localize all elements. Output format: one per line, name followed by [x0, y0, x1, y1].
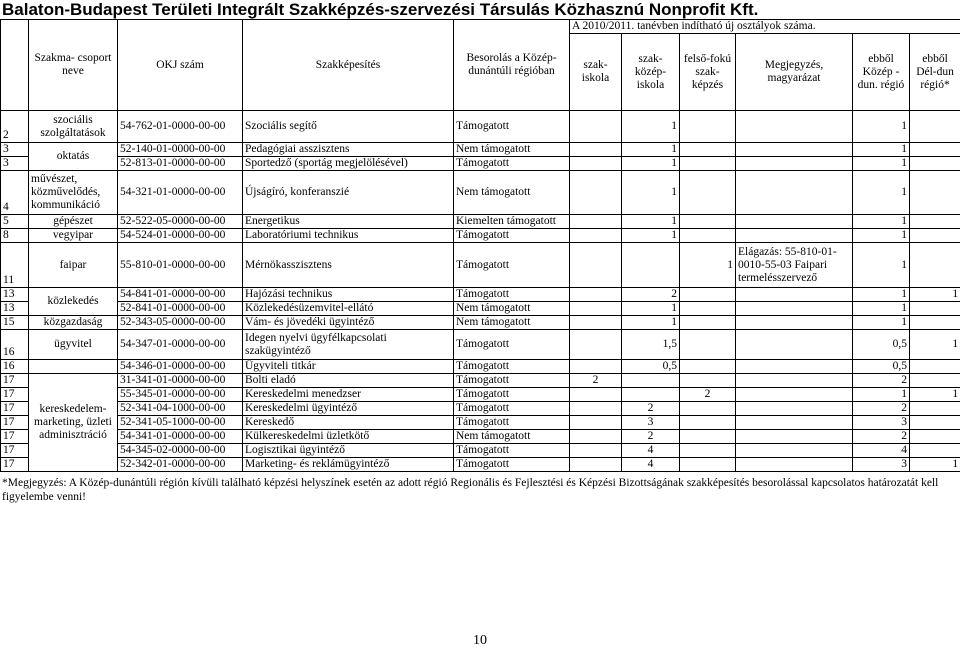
felsofoku-cell — [680, 444, 736, 458]
felsofoku-cell — [680, 229, 736, 243]
szakkozep-cell — [622, 243, 680, 288]
header-row-number — [1, 20, 29, 111]
qualification-cell: Idegen nyelvi ügyfélkapcsolati szakügyintéző — [243, 330, 454, 360]
szakiskola-cell — [570, 288, 622, 302]
classification-cell: Támogatott — [454, 111, 570, 143]
page-number: 10 — [473, 633, 487, 648]
okj-cell: 52-343-05-0000-00-00 — [118, 316, 243, 330]
table-row — [1, 111, 960, 143]
note-cell — [736, 316, 853, 330]
del-dun-cell — [910, 360, 960, 374]
szakiskola-cell — [570, 444, 622, 458]
qualification-cell: Közlekedésüzemvitel-ellátó — [243, 302, 454, 316]
header-classification: Besorolás a Közép-dunántúli régióban — [454, 20, 570, 111]
table-row — [1, 215, 960, 229]
szakkozep-cell: 1 — [622, 143, 680, 157]
row-number: 13 — [1, 288, 29, 302]
felsofoku-cell — [680, 157, 736, 171]
szakiskola-cell — [570, 229, 622, 243]
szakiskola-cell — [570, 215, 622, 229]
szakkozep-cell — [622, 388, 680, 402]
note-cell — [736, 143, 853, 157]
classification-cell: Nem támogatott — [454, 171, 570, 215]
okj-cell: 54-321-01-0000-00-00 — [118, 171, 243, 215]
del-dun-cell — [910, 402, 960, 416]
felsofoku-cell — [680, 430, 736, 444]
note-cell — [736, 229, 853, 243]
szakiskola-cell — [570, 402, 622, 416]
del-dun-cell — [910, 229, 960, 243]
del-dun-cell — [910, 243, 960, 288]
kozep-dun-cell: 0,5 — [853, 360, 910, 374]
header-qualification: Szakképesítés — [243, 20, 454, 111]
footnote: *Megjegyzés: A Közép-dunántúli régión kívüli található képzési helyszínek esetén az adott régió Regionális és Fejlesztési és Képzési Bizottságának szakképesítés besorolással kapcsolatos határozatát kell figyelembe venni! — [2, 477, 939, 503]
kozep-dun-cell: 2 — [853, 374, 910, 388]
qualification-cell: Bolti eladó — [243, 374, 454, 388]
kozep-dun-cell: 1 — [853, 243, 910, 288]
table-row — [1, 402, 960, 416]
group-cell: szociális szolgáltatások — [29, 111, 118, 143]
qualification-cell: Szociális segítő — [243, 111, 454, 143]
header-group: Szakma- csoport neve — [29, 20, 118, 111]
group-cell: közlekedés — [29, 288, 118, 316]
header-okj: OKJ szám — [118, 20, 243, 111]
szakiskola-cell — [570, 143, 622, 157]
kozep-dun-cell: 2 — [853, 402, 910, 416]
szakiskola-cell — [570, 360, 622, 374]
szakkozep-cell: 1 — [622, 316, 680, 330]
classification-cell: Támogatott — [454, 402, 570, 416]
table-row — [1, 143, 960, 157]
classification-cell: Nem támogatott — [454, 143, 570, 157]
szakiskola-cell — [570, 430, 622, 444]
szakiskola-cell: 2 — [570, 374, 622, 388]
note-cell: Elágazás: 55-810-01-0010-55-03 Faipari termelésszervező — [736, 243, 853, 288]
classification-cell: Támogatott — [454, 288, 570, 302]
del-dun-cell — [910, 171, 960, 215]
classification-cell: Támogatott — [454, 388, 570, 402]
del-dun-cell — [910, 444, 960, 458]
note-cell — [736, 215, 853, 229]
table-row — [1, 171, 960, 215]
qualification-cell: Hajózási technikus — [243, 288, 454, 302]
classification-cell: Támogatott — [454, 458, 570, 472]
group-cell: ügyvitel — [29, 330, 118, 360]
classification-cell: Támogatott — [454, 157, 570, 171]
table-row — [1, 330, 960, 360]
row-number: 8 — [1, 229, 29, 243]
row-number: 3 — [1, 157, 29, 171]
kozep-dun-cell: 1 — [853, 316, 910, 330]
row-number: 17 — [1, 444, 29, 458]
okj-cell: 54-345-02-0000-00-00 — [118, 444, 243, 458]
row-number: 2 — [1, 111, 29, 143]
table-row — [1, 444, 960, 458]
del-dun-cell: 1 — [910, 330, 960, 360]
del-dun-cell — [910, 316, 960, 330]
felsofoku-cell — [680, 402, 736, 416]
szakiskola-cell — [570, 171, 622, 215]
kozep-dun-cell: 1 — [853, 157, 910, 171]
qualification-cell: Energetikus — [243, 215, 454, 229]
qualification-cell: Kereskedő — [243, 416, 454, 430]
header-kozep-dun: ebből Közép -dun. régió — [853, 34, 910, 111]
okj-cell: 52-341-04-1000-00-00 — [118, 402, 243, 416]
table-row — [1, 374, 960, 388]
okj-cell: 52-813-01-0000-00-00 — [118, 157, 243, 171]
szakkozep-cell: 2 — [622, 288, 680, 302]
note-cell — [736, 171, 853, 215]
szakiskola-cell — [570, 302, 622, 316]
del-dun-cell: 1 — [910, 388, 960, 402]
szakiskola-cell — [570, 416, 622, 430]
szakkozep-cell: 3 — [622, 416, 680, 430]
group-cell: közgazdaság — [29, 316, 118, 330]
del-dun-cell — [910, 374, 960, 388]
classification-cell: Támogatott — [454, 416, 570, 430]
table-row — [1, 302, 960, 316]
group-cell: művészet, közművelődés, kommunikáció — [29, 171, 118, 215]
qualification-cell: Kereskedelmi menedzser — [243, 388, 454, 402]
classification-cell: Támogatott — [454, 444, 570, 458]
header-note: Megjegyzés, magyarázat — [736, 34, 853, 111]
felsofoku-cell — [680, 316, 736, 330]
row-number: 15 — [1, 316, 29, 330]
classification-cell: Kiemelten támogatott — [454, 215, 570, 229]
table-row — [1, 360, 960, 374]
okj-cell: 31-341-01-0000-00-00 — [118, 374, 243, 388]
okj-cell: 54-841-01-0000-00-00 — [118, 288, 243, 302]
note-cell — [736, 157, 853, 171]
qualification-cell: Laboratóriumi technikus — [243, 229, 454, 243]
qualification-cell: Vám- és jövedéki ügyintéző — [243, 316, 454, 330]
szakiskola-cell — [570, 157, 622, 171]
okj-cell: 55-810-01-0000-00-00 — [118, 243, 243, 288]
kozep-dun-cell: 2 — [853, 430, 910, 444]
row-number: 16 — [1, 330, 29, 360]
del-dun-cell — [910, 157, 960, 171]
note-cell — [736, 416, 853, 430]
row-number: 17 — [1, 458, 29, 472]
classification-cell: Támogatott — [454, 360, 570, 374]
row-number: 4 — [1, 171, 29, 215]
qualification-cell: Sportedző (sportág megjelölésével) — [243, 157, 454, 171]
note-cell — [736, 302, 853, 316]
note-cell — [736, 430, 853, 444]
group-cell: faipar — [29, 243, 118, 288]
table-row — [1, 288, 960, 302]
del-dun-cell — [910, 143, 960, 157]
del-dun-cell — [910, 302, 960, 316]
felsofoku-cell — [680, 111, 736, 143]
note-cell — [736, 288, 853, 302]
classification-cell: Nem támogatott — [454, 430, 570, 444]
group-cell: vegyipar — [29, 229, 118, 243]
okj-cell: 54-762-01-0000-00-00 — [118, 111, 243, 143]
header-year-note: A 2010/2011. tanévben indítható új osztályok száma. — [570, 20, 960, 34]
kozep-dun-cell: 3 — [853, 458, 910, 472]
szakkozep-cell: 1 — [622, 215, 680, 229]
qualification-cell: Kereskedelmi ügyintéző — [243, 402, 454, 416]
felsofoku-cell — [680, 171, 736, 215]
qualification-cell: Marketing- és reklámügyintéző — [243, 458, 454, 472]
okj-cell: 52-341-05-1000-00-00 — [118, 416, 243, 430]
szakiskola-cell — [570, 111, 622, 143]
felsofoku-cell — [680, 374, 736, 388]
table-row — [1, 458, 960, 472]
kozep-dun-cell: 4 — [853, 444, 910, 458]
note-cell — [736, 330, 853, 360]
okj-cell: 52-841-01-0000-00-00 — [118, 302, 243, 316]
szakkozep-cell: 1,5 — [622, 330, 680, 360]
row-number: 16 — [1, 360, 29, 374]
group-cell: oktatás — [29, 143, 118, 171]
del-dun-cell — [910, 111, 960, 143]
row-number: 17 — [1, 374, 29, 388]
del-dun-cell — [910, 215, 960, 229]
row-number: 17 — [1, 402, 29, 416]
szakkozep-cell: 4 — [622, 444, 680, 458]
szakiskola-cell — [570, 330, 622, 360]
szakiskola-cell — [570, 388, 622, 402]
okj-cell: 54-341-01-0000-00-00 — [118, 430, 243, 444]
okj-cell: 54-347-01-0000-00-00 — [118, 330, 243, 360]
kozep-dun-cell: 1 — [853, 288, 910, 302]
classification-cell: Nem támogatott — [454, 302, 570, 316]
okj-cell: 52-140-01-0000-00-00 — [118, 143, 243, 157]
qualification-cell: Logisztikai ügyintéző — [243, 444, 454, 458]
okj-cell: 54-346-01-0000-00-00 — [118, 360, 243, 374]
szakkozep-cell: 4 — [622, 458, 680, 472]
note-cell — [736, 402, 853, 416]
qualification-cell: Külkereskedelmi üzletkötő — [243, 430, 454, 444]
table-row — [1, 388, 960, 402]
header-felsofoku: felső-fokú szak-képzés — [680, 34, 736, 111]
qualification-cell: Pedagógiai asszisztens — [243, 143, 454, 157]
szakkozep-cell: 1 — [622, 229, 680, 243]
del-dun-cell: 1 — [910, 458, 960, 472]
classification-cell: Támogatott — [454, 243, 570, 288]
qualification-cell: Mérnökasszisztens — [243, 243, 454, 288]
note-cell — [736, 444, 853, 458]
felsofoku-cell: 2 — [680, 388, 736, 402]
szakkozep-cell: 0,5 — [622, 360, 680, 374]
note-cell — [736, 360, 853, 374]
kozep-dun-cell: 3 — [853, 416, 910, 430]
kozep-dun-cell: 1 — [853, 229, 910, 243]
note-cell — [736, 458, 853, 472]
szakkozep-cell: 2 — [622, 430, 680, 444]
felsofoku-cell — [680, 360, 736, 374]
kozep-dun-cell: 1 — [853, 111, 910, 143]
header-szakkozep: szak-közép-iskola — [622, 34, 680, 111]
del-dun-cell: 1 — [910, 288, 960, 302]
del-dun-cell — [910, 430, 960, 444]
table-row — [1, 157, 960, 171]
classification-cell: Támogatott — [454, 330, 570, 360]
table-row — [1, 243, 960, 288]
szakiskola-cell — [570, 243, 622, 288]
felsofoku-cell: 1 — [680, 243, 736, 288]
szakkozep-cell: 1 — [622, 111, 680, 143]
row-number: 17 — [1, 388, 29, 402]
okj-cell: 52-522-05-0000-00-00 — [118, 215, 243, 229]
felsofoku-cell — [680, 302, 736, 316]
szakkozep-cell: 2 — [622, 402, 680, 416]
qualification-cell: Ügyviteli titkár — [243, 360, 454, 374]
row-number: 3 — [1, 143, 29, 157]
table-row — [1, 316, 960, 330]
table-row — [1, 430, 960, 444]
kozep-dun-cell: 1 — [853, 302, 910, 316]
row-number: 11 — [1, 243, 29, 288]
szakkozep-cell: 1 — [622, 171, 680, 215]
felsofoku-cell — [680, 143, 736, 157]
szakkozep-cell — [622, 374, 680, 388]
kozep-dun-cell: 1 — [853, 388, 910, 402]
felsofoku-cell — [680, 330, 736, 360]
classification-cell: Nem támogatott — [454, 316, 570, 330]
okj-cell: 55-345-01-0000-00-00 — [118, 388, 243, 402]
classification-cell: Támogatott — [454, 229, 570, 243]
note-cell — [736, 388, 853, 402]
szakkozep-cell: 1 — [622, 302, 680, 316]
row-number: 13 — [1, 302, 29, 316]
qualification-cell: Újságíró, konferanszié — [243, 171, 454, 215]
kozep-dun-cell: 1 — [853, 171, 910, 215]
header-szakiskola: szak-iskola — [570, 34, 622, 111]
okj-cell: 52-342-01-0000-00-00 — [118, 458, 243, 472]
row-number: 17 — [1, 416, 29, 430]
felsofoku-cell — [680, 416, 736, 430]
training-table — [0, 19, 960, 472]
felsofoku-cell — [680, 458, 736, 472]
group-cell: gépészet — [29, 215, 118, 229]
document-title: Balaton-Budapest Területi Integrált Szakképzés-szervezési Társulás Közhasznú Nonprofit Kft. — [2, 0, 759, 19]
del-dun-cell — [910, 416, 960, 430]
szakiskola-cell — [570, 316, 622, 330]
note-cell — [736, 111, 853, 143]
kozep-dun-cell: 1 — [853, 215, 910, 229]
row-number: 17 — [1, 430, 29, 444]
note-cell — [736, 374, 853, 388]
szakiskola-cell — [570, 458, 622, 472]
felsofoku-cell — [680, 215, 736, 229]
table-row — [1, 229, 960, 243]
table-row — [1, 416, 960, 430]
kozep-dun-cell: 1 — [853, 143, 910, 157]
okj-cell: 54-524-01-0000-00-00 — [118, 229, 243, 243]
group-cell: kereskedelem-marketing, üzleti adminisztráció — [29, 374, 118, 472]
kozep-dun-cell: 0,5 — [853, 330, 910, 360]
classification-cell: Támogatott — [454, 374, 570, 388]
row-number: 5 — [1, 215, 29, 229]
header-del-dun: ebből Dél-dun régió* — [910, 34, 960, 111]
felsofoku-cell — [680, 288, 736, 302]
group-cell — [29, 360, 118, 374]
szakkozep-cell: 1 — [622, 157, 680, 171]
